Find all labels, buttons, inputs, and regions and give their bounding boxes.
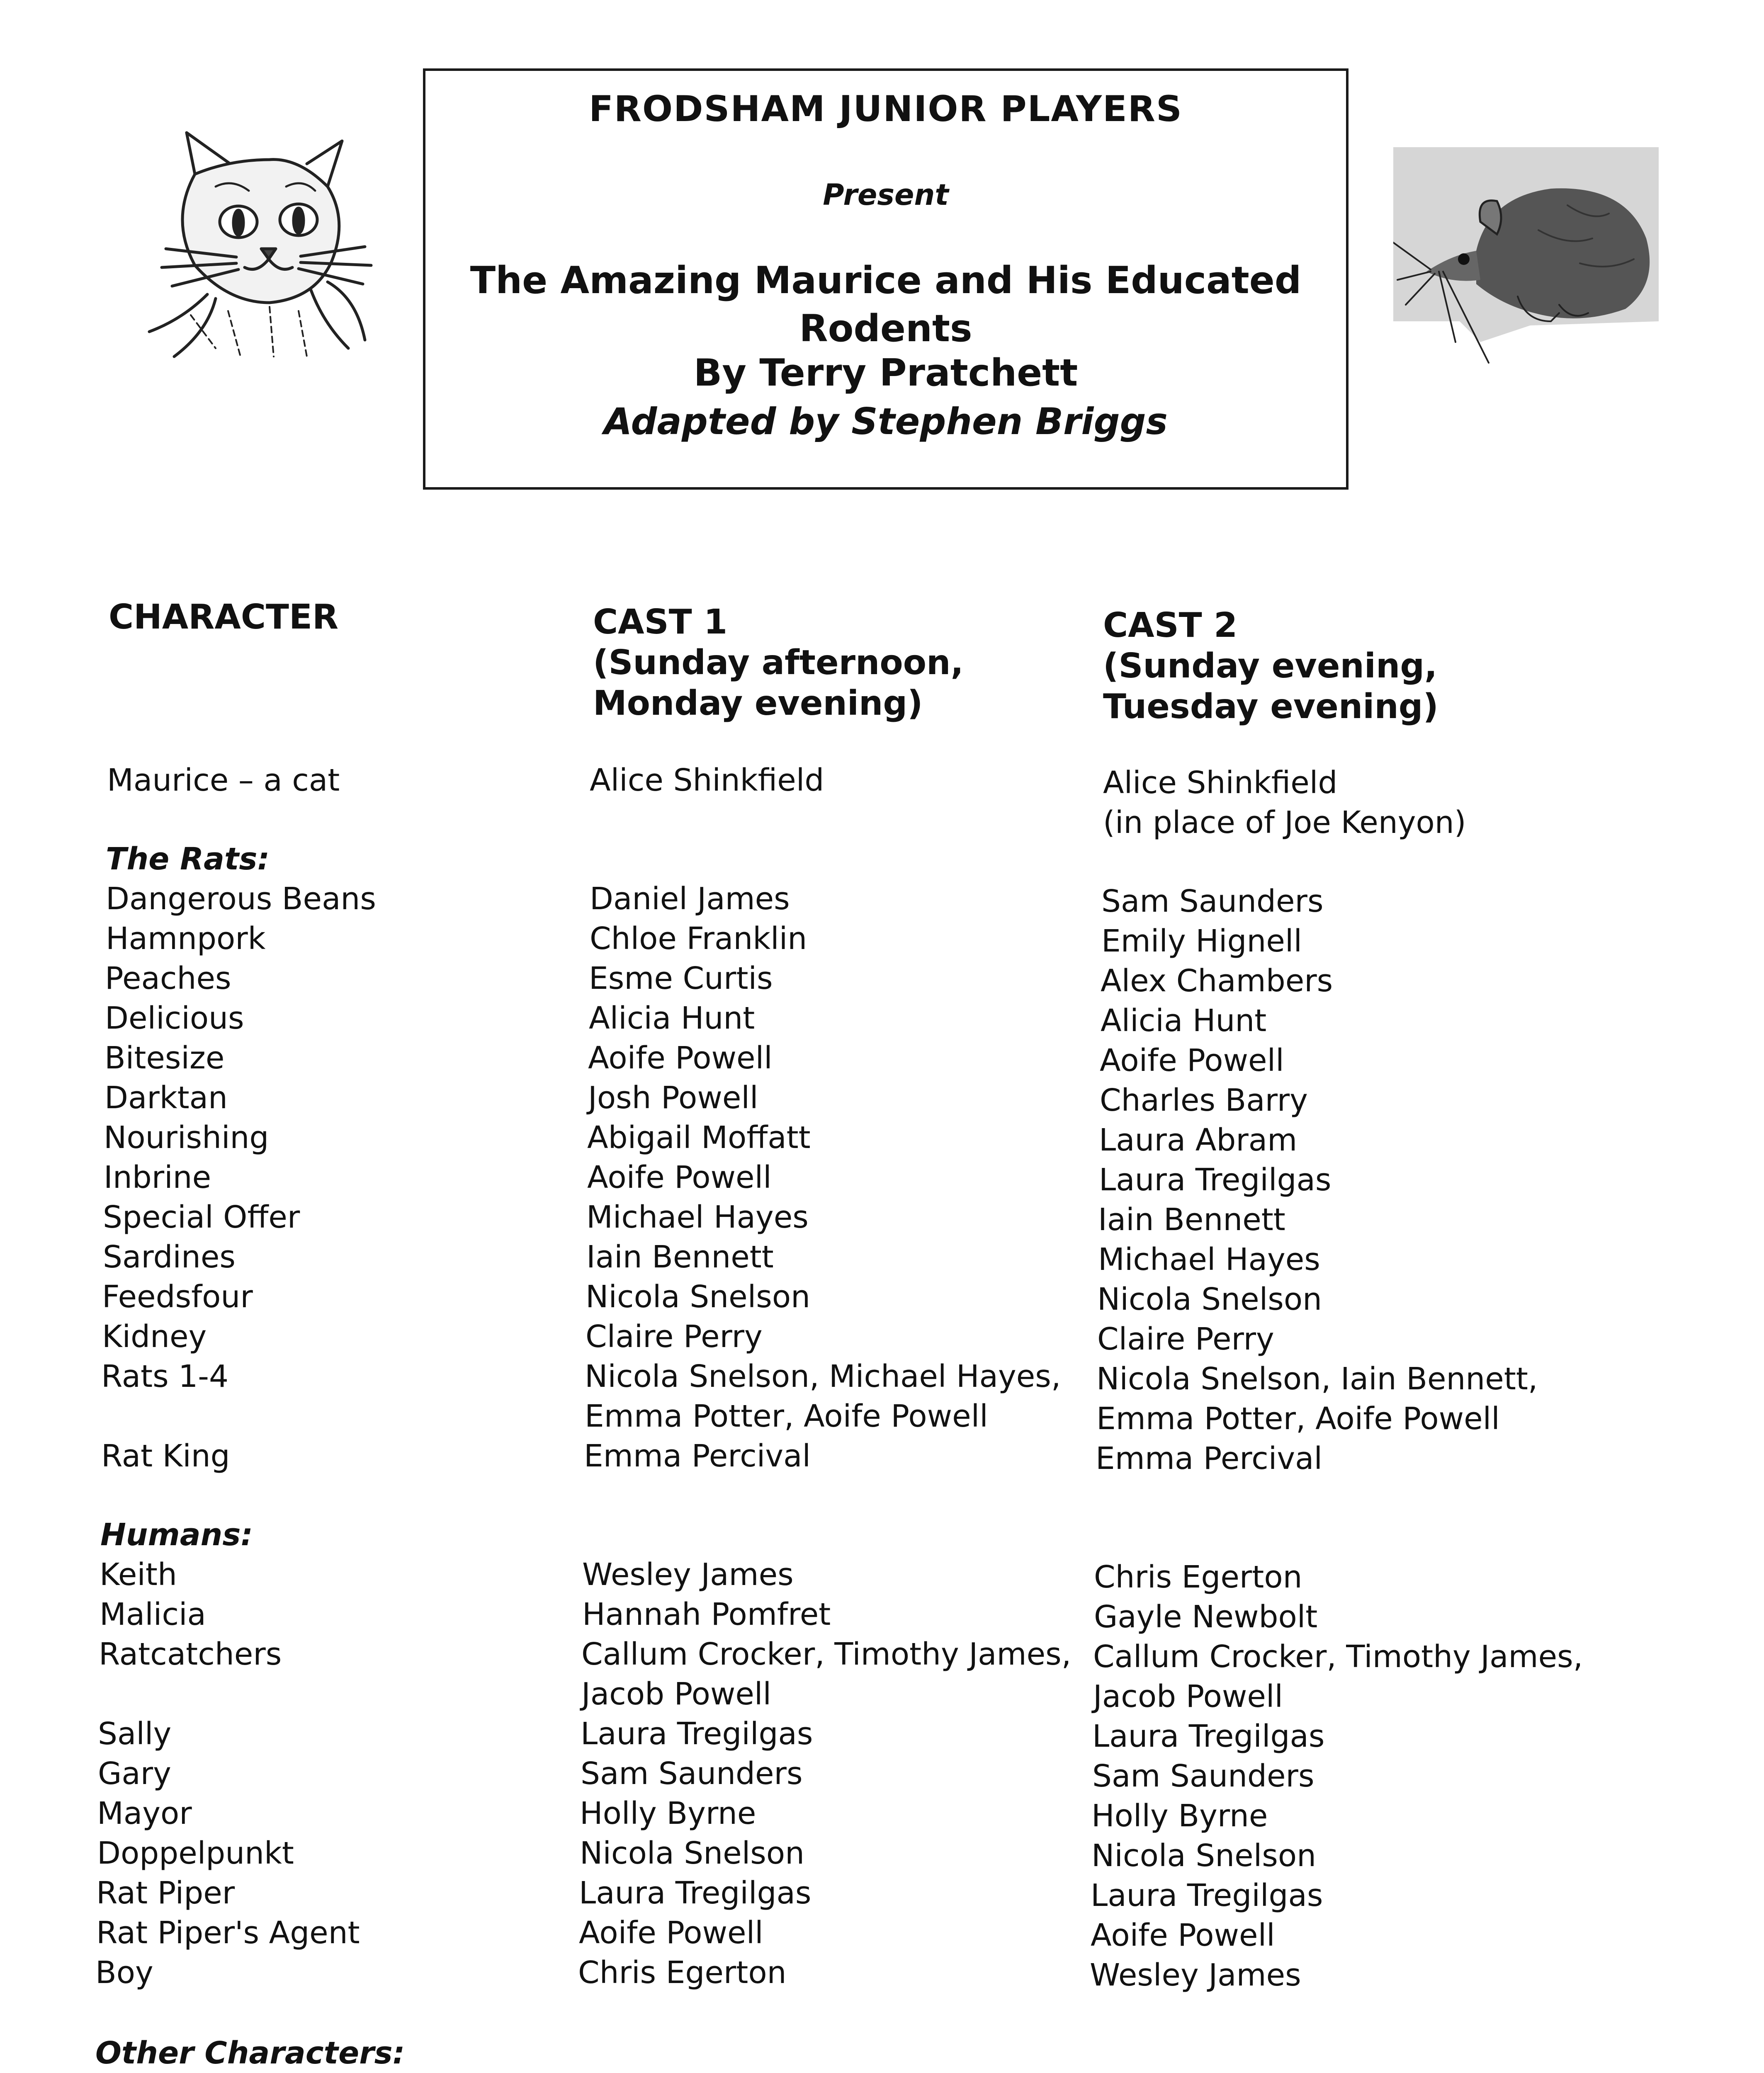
cast2-ratcatchers-line2: Jacob Powell [1093,1679,1283,1714]
character-maurice: Maurice – a cat [107,762,340,798]
cast1-keith: Wesley James [582,1557,794,1592]
character-row: Darktan [104,1080,228,1116]
character-row: Peaches [105,961,231,996]
cast1-row: Michael Hayes [586,1199,809,1235]
character-rats-1-4: Rats 1-4 [101,1359,229,1394]
cast1-row: Aoife Powell [587,1160,772,1195]
cast1-row: Abigail Moffatt [587,1120,811,1155]
cast2-row: Nicola Snelson [1091,1838,1316,1874]
character-row: Special Offer [103,1199,300,1235]
character-row: Bitesize [104,1040,225,1076]
section-heading-others: Other Characters: [95,2035,405,2071]
cast2-row: Laura Tregilgas [1092,1719,1325,1754]
character-row: Delicious [105,1000,244,1036]
cast1-rats-1-4-line1: Nicola Snelson, Michael Hayes, [585,1359,1061,1394]
character-row: Hamnpork [106,921,266,956]
character-row: Sally [98,1716,172,1752]
play-title: The Amazing Maurice and His Educated Rodents [470,259,1302,350]
character-keith: Keith [100,1557,177,1592]
present-label: Present [823,178,949,212]
character-rat-king: Rat King [101,1438,230,1474]
character-malicia: Malicia [100,1597,206,1632]
cast1-row: Chris Egerton [578,1955,787,1990]
cast2-row: Wesley James [1090,1957,1301,1993]
cast2-row: Laura Tregilgas [1091,1878,1323,1913]
rat-illustration [1393,147,1659,379]
header-cast2 [1103,605,1438,727]
cast2-row: Charles Barry [1100,1083,1308,1118]
cast2-row: Holly Byrne [1091,1798,1268,1834]
cast2-row: Michael Hayes [1098,1242,1320,1277]
cast2-row: Laura Tregilgas [1099,1162,1332,1198]
cast1-row: Laura Tregilgas [579,1875,812,1911]
cast2-maurice-line1: Alice Shinkfield [1103,765,1338,801]
section-heading-humans: Humans: [100,1517,253,1553]
character-row: Doppelpunkt [97,1835,294,1871]
cast2-maurice-line2: (in place of Joe Kenyon) [1103,805,1466,840]
cast1-row: Laura Tregilgas [581,1716,813,1752]
cast2-rats-1-4-line2: Emma Potter, Aoife Powell [1096,1401,1500,1437]
cast1-row: Josh Powell [588,1080,758,1116]
section-heading-rats: The Rats: [106,841,270,877]
cast1-row: Esme Curtis [589,961,773,996]
cast2-keith: Chris Egerton [1094,1559,1302,1595]
character-row: Nourishing [104,1120,269,1155]
character-row: Mayor [97,1796,192,1831]
header-cast1 [593,602,964,724]
cast1-row: Nicola Snelson [586,1279,810,1315]
character-row: Rat Piper [96,1875,235,1911]
cast1-maurice: Alice Shinkfield [590,762,824,798]
cast2-row: Nicola Snelson [1097,1282,1322,1317]
cast2-row: Alex Chambers [1101,963,1333,999]
cast1-row: Sam Saunders [581,1756,803,1791]
cast1-row: Nicola Snelson [580,1835,804,1871]
cast1-ratcatchers-line1: Callum Crocker, Timothy James, [581,1636,1072,1672]
cast2-row: Aoife Powell [1100,1043,1284,1078]
cast2-row: Laura Abram [1099,1122,1297,1158]
character-row: Kidney [102,1319,207,1354]
group-name: FRODSHAM JUNIOR PLAYERS [589,88,1183,130]
adapter-line: Adapted by Stephen Briggs [604,400,1168,443]
cast1-row: Iain Bennett [586,1239,774,1275]
cast1-row: Daniel James [590,881,790,917]
cast2-rat-king: Emma Percival [1096,1441,1323,1476]
cast2-rats-1-4-line1: Nicola Snelson, Iain Bennett, [1096,1361,1538,1397]
character-row: Sardines [103,1239,236,1275]
cast1-row: Aoife Powell [579,1915,763,1951]
character-row: Dangerous Beans [106,881,376,917]
character-row: Feedsfour [102,1279,253,1315]
cast2-row: Claire Perry [1097,1321,1274,1357]
cast2-row: Aoife Powell [1091,1918,1275,1953]
cast1-ratcatchers-line2: Jacob Powell [581,1676,772,1712]
author-line: By Terry Pratchett [693,351,1078,395]
cast1-row: Chloe Franklin [590,921,807,956]
cast2-row: Sam Saunders [1092,1758,1314,1794]
cast2-row: Iain Bennett [1098,1202,1285,1238]
character-row: Inbrine [104,1160,211,1195]
cast1-row: Alicia Hunt [589,1000,755,1036]
cast2-row: Alicia Hunt [1101,1003,1267,1039]
header-cast1-title: CAST 1 [593,602,728,642]
header-cast2-line3: Tuesday evening) [1103,687,1438,726]
header-cast2-line2: (Sunday evening, [1103,646,1438,686]
cast2-row: Sam Saunders [1101,884,1324,919]
cast1-malicia: Hannah Pomfret [582,1597,831,1632]
header-character: CHARACTER [109,597,339,637]
cast1-row: Holly Byrne [580,1796,756,1831]
cat-illustration [133,124,390,365]
cast1-rats-1-4-line2: Emma Potter, Aoife Powell [585,1398,988,1434]
title-box [423,68,1349,490]
character-row: Boy [95,1955,153,1990]
cast2-malicia: Gayle Newbolt [1094,1599,1318,1635]
character-row: Gary [98,1756,171,1791]
cast1-row: Aoife Powell [588,1040,773,1076]
cast1-row: Claire Perry [586,1319,763,1354]
character-row: Rat Piper's Agent [96,1915,360,1951]
header-cast1-line3: Monday evening) [593,684,923,723]
cast2-ratcatchers-line1: Callum Crocker, Timothy James, [1093,1639,1583,1675]
header-cast1-line2: (Sunday afternoon, [593,643,964,682]
cast2-row: Emily Hignell [1101,923,1302,959]
cast1-rat-king: Emma Percival [584,1438,811,1474]
character-ratcatchers: Ratcatchers [99,1636,282,1672]
header-cast2-title: CAST 2 [1103,606,1238,645]
